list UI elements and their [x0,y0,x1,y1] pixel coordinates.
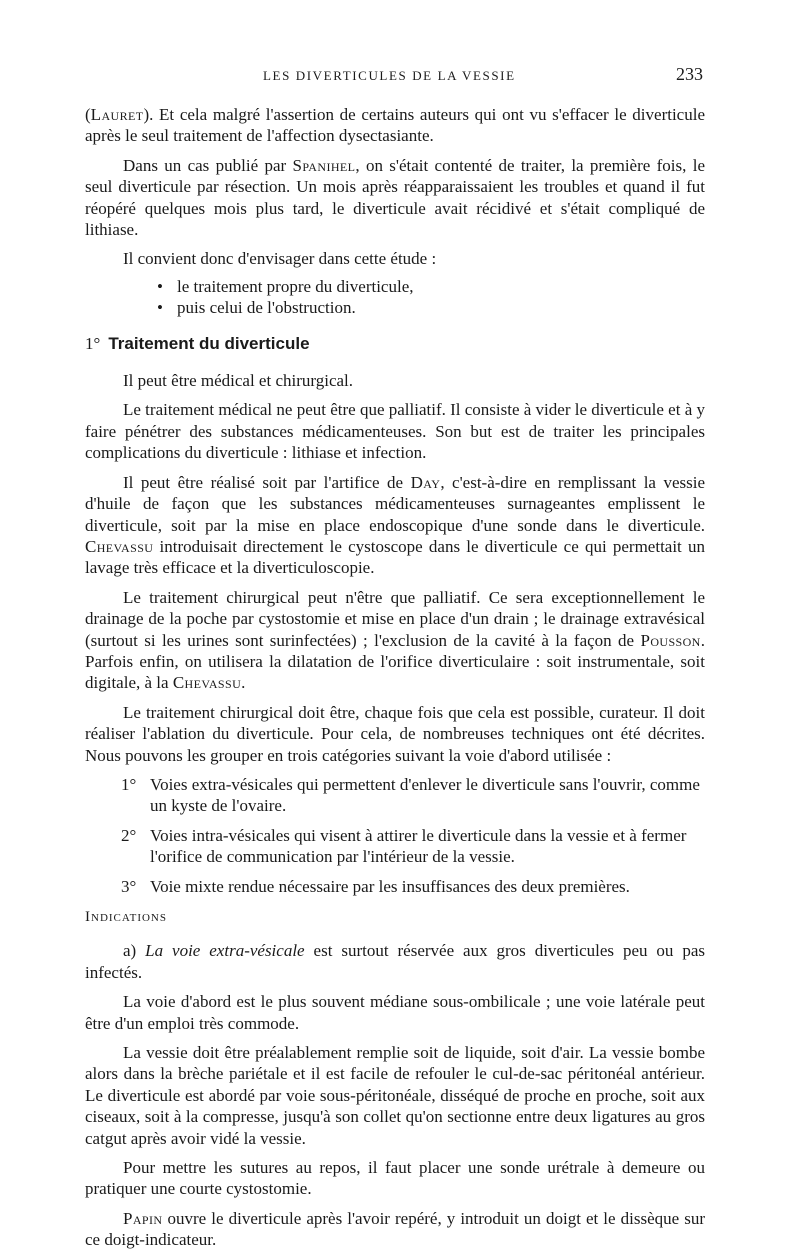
paragraph-spanihel [85,155,705,241]
list-item [121,774,705,817]
running-head: LES DIVERTICULES DE LA VESSIE [263,68,516,83]
section-number: 1° [85,333,101,353]
item-number: 2° [121,825,137,845]
section-title: Traitement du diverticule [108,333,310,353]
approach-list [85,774,705,897]
list-item [157,297,705,318]
paragraph-text: ). Et cela malgré l'assertion de certains auteurs qui ont vu s'effacer le diverticule après le seul traitement de l'affection dysectasiante. [85,105,705,146]
paragraph-text: Dans un cas publié par [123,155,293,175]
author-name: Chevassu [172,673,242,693]
list-item-text: le traitement propre du diverticule, [177,276,414,296]
paragraph-text: . Parfois enfin, on utilisera la dilatation de l'orifice diverticulaire : soit instrumentale, soit digitale, à la [85,630,705,693]
paragraph: Pour mettre les sutures au repos, il faut placer une sonde urétrale à demeure ou pratiquer une courte cystostomie. [85,1158,705,1199]
paragraph-text: , c'est-à-dire en remplissant la vessie d'huile de façon que les substances médicamenteuses surnageantes emplissent le diverticule, soit par la mise en place endoscopique d'une sonde dans le diverticule. [85,472,706,535]
paragraph-intro-list: Il convient donc d'envisager dans cette étude : [123,249,437,269]
list-item [157,276,705,297]
bullet-list [85,276,705,319]
paragraph-text: Le traitement chirurgical peut n'être que palliatif. Ce sera exceptionnellement le drainage de la poche par cystostomie et mise en place d'un drain ; le drainage extravésical (surtout si les urines sont surinfectées) ; l'exclusion de la cavité à la façon de [85,587,705,650]
item-label: a) [123,941,146,961]
body-text [85,104,705,1259]
paragraph-continuation: (Lauret). Et cela malgré l'assertion de certains auteurs qui ont vu s'effacer le diverticule après le seul traitement de l'affection dysectasiante. [85,105,705,146]
paragraph-text: , on s'était contenté de traiter, la première fois, le seul diverticule par résection. Un mois après réapparaissaient les troubles et quand il fut réopéré quelques mois plus tard, le diverticule avait récidivé et s'était compliqué de lithiase. [85,155,705,240]
list-item-text: puis celui de l'obstruction. [177,298,356,318]
author-name: Spanihel [292,155,356,175]
paragraph-papin [85,1208,705,1251]
paragraph-text: introduisait directement le cystoscope dans le diverticule ce qui permettait un lavage très efficace et la diverticuloscopie. [85,536,705,578]
author-name: Lauret [90,105,144,124]
section-heading [85,333,705,354]
list-item [121,825,705,868]
author-name: Papin [123,1208,163,1228]
author-name: Pousson [640,630,701,650]
paragraph: Le traitement médical ne peut être que palliatif. Il consiste à vider le diverticule et à y faire pénétrer des substances médicamenteuses. Son but est de traiter les principales complications du diverticule : lithiase et infection. [85,400,706,463]
subheading-indications: Indications [85,909,167,925]
page-number: 233 [676,64,703,84]
paragraph: Il peut être médical et chirurgical. [123,371,354,391]
paragraph-text: est surtout réservée aux gros diverticules peu ou pas infectés. [85,941,706,982]
item-number: 3° [121,876,137,896]
bullet-icon: • [157,276,163,296]
list-item-text: Voie mixte rendue nécessaire par les insuffisances des deux premières. [150,876,630,896]
author-name: Chevassu [85,536,154,556]
item-number: 1° [121,774,137,794]
paragraph-text: . [241,673,246,693]
italic-term: La voie extra-vésicale [145,941,305,961]
paragraph-pousson [85,587,705,694]
paragraph: La voie d'abord est le plus souvent médiane sous-ombilicale ; une voie latérale peut être d'un emploi très commode. [85,992,705,1033]
paragraph: Le traitement chirurgical doit être, chaque fois que cela est possible, curateur. Il doit réaliser l'ablation du diverticule. Pour cela, de nombreuses techniques ont été décrites. Nous pouvons les grouper en trois catégories suivant la voie d'abord utilisée : [85,702,705,765]
bullet-icon: • [157,298,163,318]
paragraph-day [85,472,705,579]
author-name: Day [410,472,441,492]
paragraph: La vessie doit être préalablement remplie soit de liquide, soit d'air. La vessie bombe alors dans la brèche pariétale et il est facile de refouler le cul-de-sac péritonéal antérieur. Le diverticule est abordé par voie sous-péritonéale, disséqué de proche en proche, soit aux ciseaux, soit à la compresse, jusqu'à son collet qu'on sectionne entre deux ligatures au gros catgut après avoir vidé la vessie. [85,1043,705,1148]
list-item [121,876,705,897]
paragraph-text: ouvre le diverticule après l'avoir repéré, y introduit un doigt et le dissèque sur ce doigt-indicateur. [85,1208,705,1250]
paragraph-voie-extra [85,940,705,983]
list-item-text: Voies extra-vésicales qui permettent d'enlever le diverticule sans l'ouvrir, comme un kyste de l'ovaire. [150,774,700,816]
paragraph-text: Il peut être réalisé soit par l'artifice de [123,472,411,492]
list-item-text: Voies intra-vésicales qui visent à attirer le diverticule dans la vessie et à fermer l'orifice de communication par l'intérieur de la vessie. [150,825,687,867]
